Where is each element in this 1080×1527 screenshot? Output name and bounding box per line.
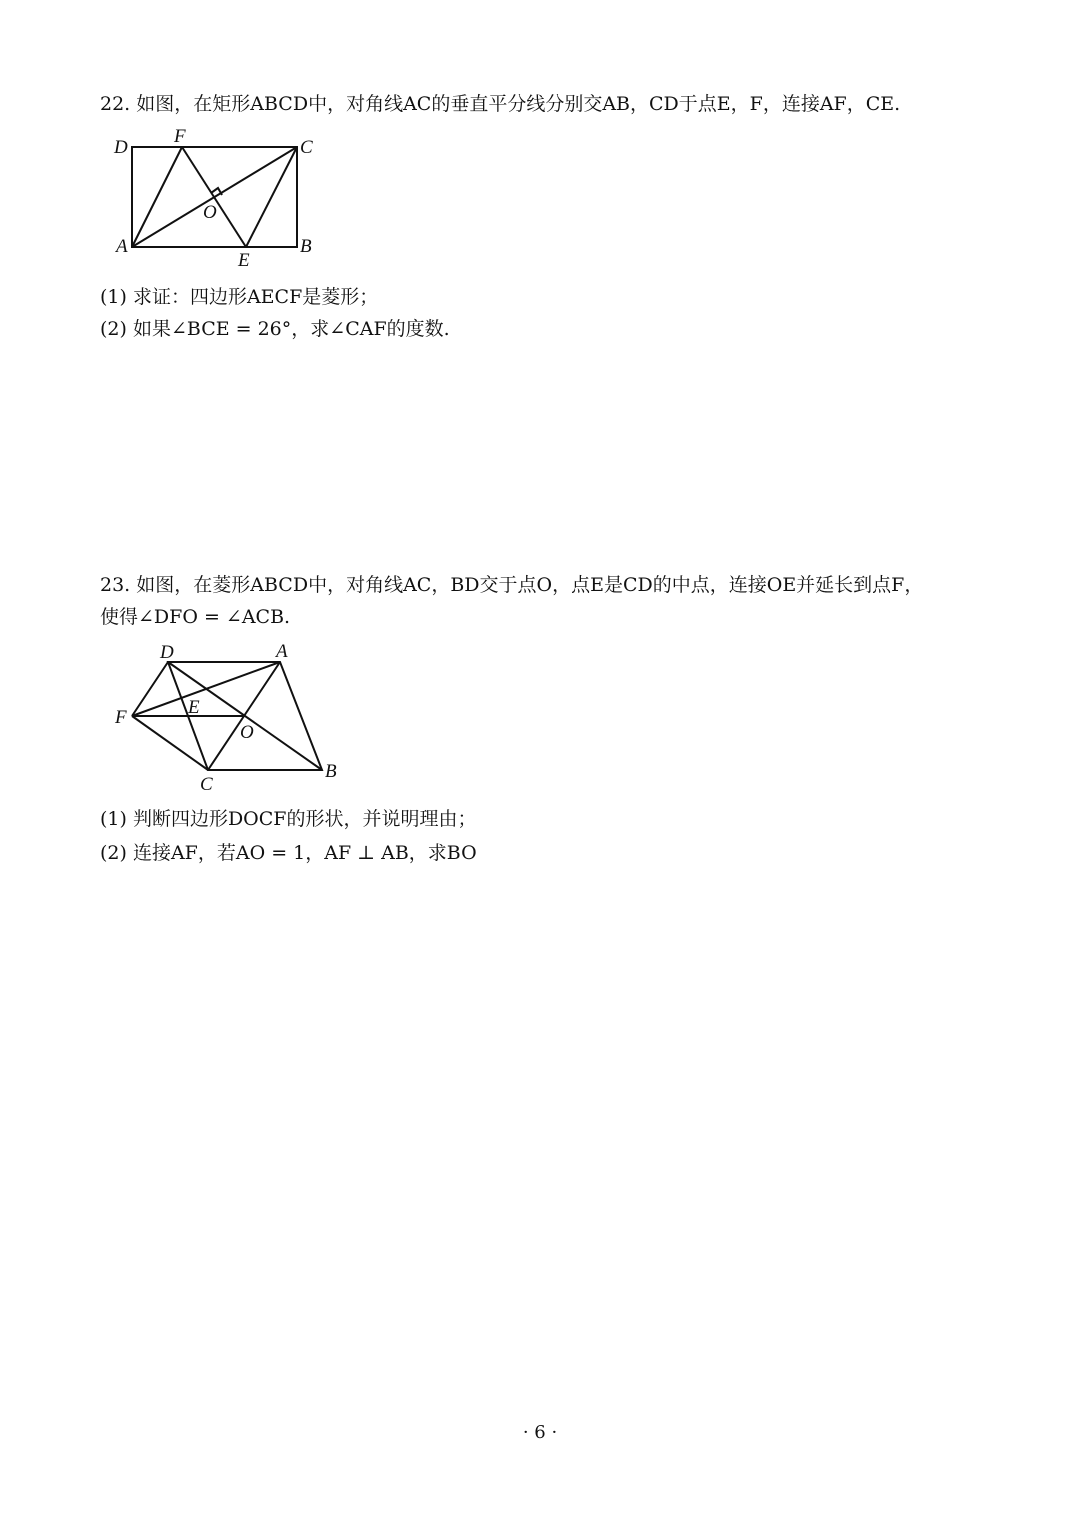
q23-part1: (1) 判断四边形DOCF的形状，并说明理由；: [100, 808, 477, 830]
q22-figure: [100, 125, 340, 270]
q23-stem-line2: 使得∠DFO = ∠ACB.: [100, 606, 291, 628]
q23-part2: (2) 连接AF，若AO = 1，AF ⊥ AB，求BO: [100, 842, 477, 864]
q22-part2: (2) 如果∠BCE = 26°，求∠CAF的度数.: [100, 318, 450, 340]
segment-fc: [132, 716, 208, 770]
label-a: A: [276, 641, 288, 662]
label-c: C: [300, 137, 313, 158]
label-b: B: [300, 236, 312, 257]
label-o: O: [240, 722, 254, 743]
label-d: D: [160, 642, 174, 663]
label-e: E: [238, 250, 250, 270]
label-a: A: [116, 236, 128, 257]
q22-part1: (1) 求证：四边形AECF是菱形；: [100, 286, 379, 308]
label-f: F: [115, 707, 127, 728]
label-c: C: [200, 774, 213, 795]
label-o: O: [203, 202, 217, 223]
q22-stem: 22. 如图，在矩形ABCD中，对角线AC的垂直平分线分别交AB，CD于点E，F，连接AF，CE.: [100, 93, 901, 115]
segment-fe: [182, 147, 246, 247]
segment-fd: [132, 662, 168, 716]
label-e: E: [188, 697, 200, 718]
label-b: B: [325, 761, 337, 782]
q23-figure: [100, 640, 350, 795]
label-f: F: [174, 126, 186, 147]
segment-fa: [132, 662, 280, 716]
page-number: · 6 ·: [522, 1422, 558, 1443]
label-d: D: [114, 137, 128, 158]
q23-stem-line1: 23. 如图，在菱形ABCD中，对角线AC，BD交于点O，点E是CD的中点，连接OE并延长到点F，: [100, 574, 924, 596]
